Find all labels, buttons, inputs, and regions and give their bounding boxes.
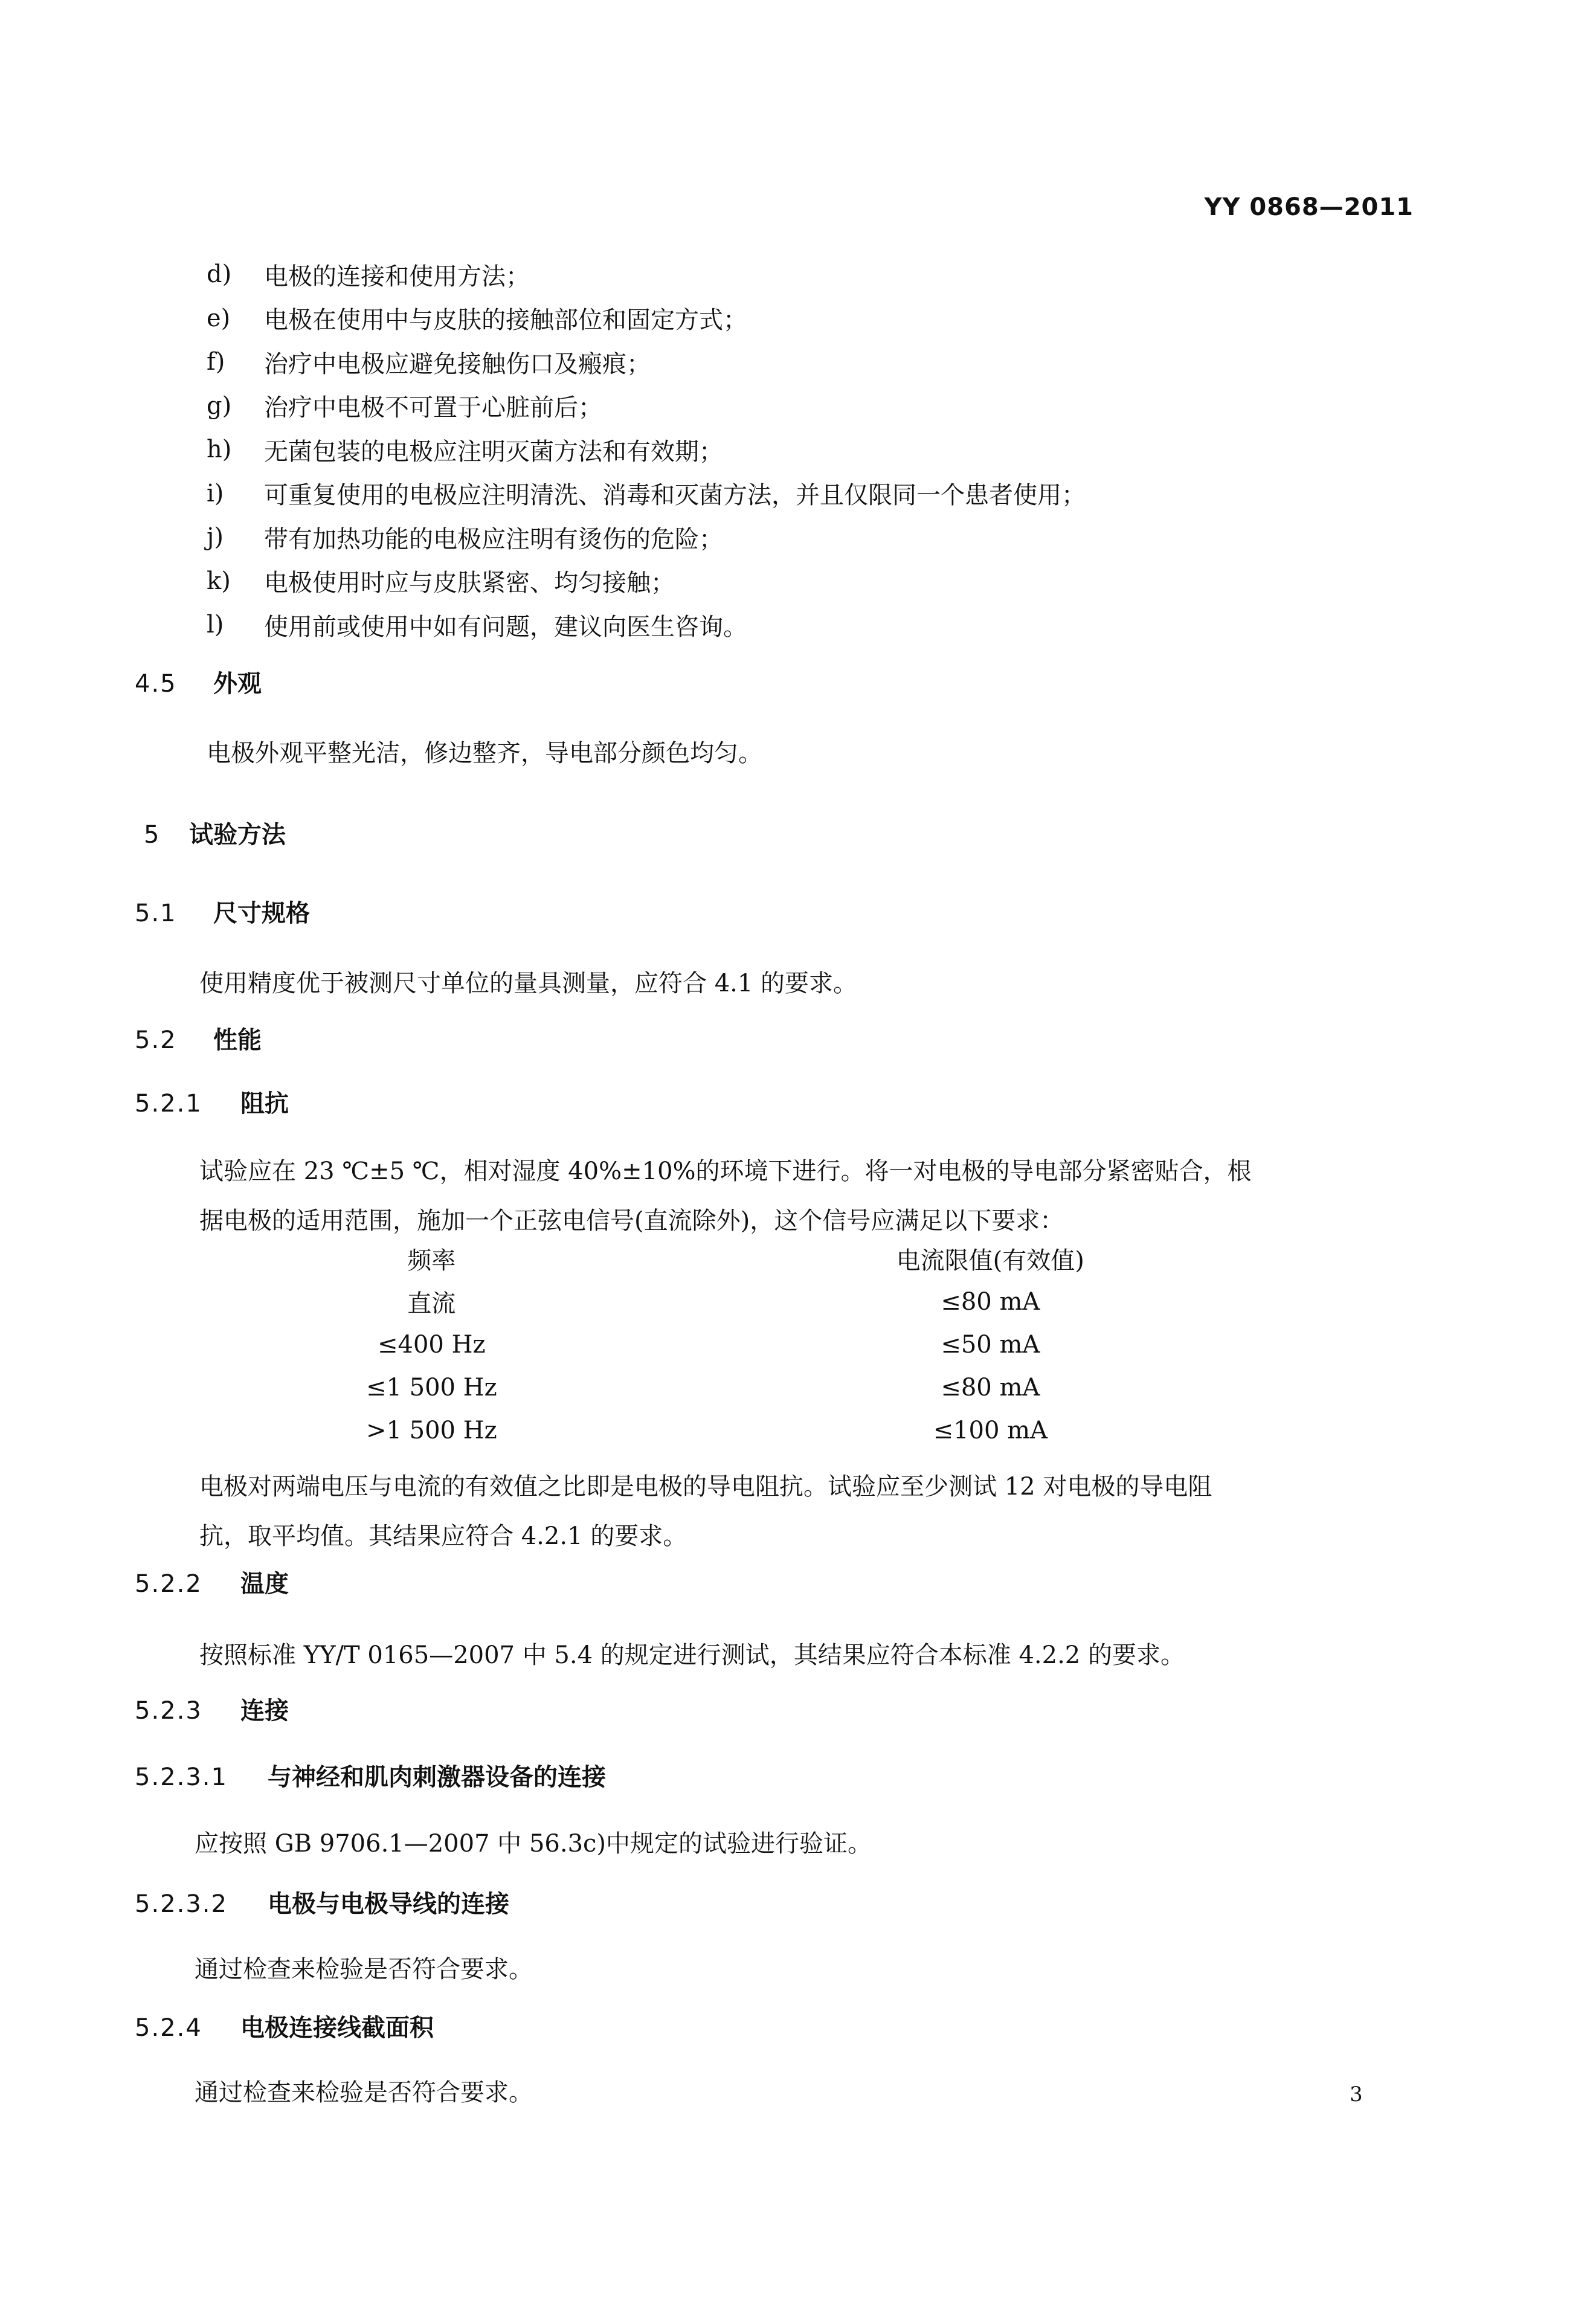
list-text: 治疗中电极不可置于心脏前后； [264,394,602,422]
table-row [314,1366,1251,1409]
list-item [207,472,1086,516]
section-title: 连接 [240,1697,289,1725]
section-title: 外观 [213,670,262,698]
paragraph-appearance: 电极外观平整光洁，修边整齐，导电部分颜色均匀。 [207,739,762,767]
table-cell: ≤50 mA [941,1330,1040,1359]
table-row [314,1280,1251,1323]
section-number: 5.2.3.2 [135,1890,228,1918]
paragraph-impedance-result [199,1462,1409,1561]
section-number: 5.2 [135,1026,177,1054]
table-cell: ≤1 500 Hz [365,1373,497,1402]
table-row [314,1323,1251,1366]
list-item [207,253,1086,297]
paragraph-temperature: 按照标准 YY/T 0165—2007 中 5.4 的规定进行测试，其结果应符合本标准 4.2.2 的要求。 [199,1641,1185,1669]
list-item [207,384,1086,428]
section-heading-5-2-3-2 [135,1885,509,1919]
table-header-row [314,1237,1251,1280]
list-text: 电极的连接和使用方法； [264,262,530,291]
section-title: 阻抗 [240,1090,289,1118]
section-number: 5.2.3 [135,1697,202,1725]
table-cell: >1 500 Hz [365,1416,497,1444]
section-number: 5.2.4 [135,2014,202,2042]
section-number: 5.1 [135,900,177,927]
section-title: 温度 [240,1570,289,1598]
section-heading-5-2-3 [135,1691,289,1726]
list-marker: f) [207,348,225,376]
section-number: 4.5 [135,670,177,698]
section-heading-5-2-4 [135,2009,434,2043]
list-marker: h) [207,436,232,464]
table-cell: 直流 [407,1290,456,1318]
list-text: 使用前或使用中如有问题，建议向医生咨询。 [264,613,747,641]
list-text: 可重复使用的电极应注明清洗、消毒和灭菌方法，并且仅限同一个患者使用； [264,481,1086,510]
list-item [207,559,1086,604]
list-marker: g) [207,391,232,420]
section-title: 尺寸规格 [213,900,310,927]
paragraph-line: 抗，取平均值。其结果应符合 4.2.1 的要求。 [199,1522,687,1550]
section-heading-5-2-1 [135,1084,289,1119]
table-cell: ≤400 Hz [378,1330,486,1359]
document-code: YY 0868—2011 [1204,193,1414,221]
list-marker: k) [207,567,231,595]
table-header-frequency: 频率 [407,1247,456,1275]
list-text: 带有加热功能的电极应注明有烫伤的危险； [264,525,723,553]
list-item [207,603,1086,647]
section-title: 与神经和肌肉刺激器设备的连接 [268,1763,606,1791]
list-item [207,340,1086,384]
list-text: 治疗中电极应避免接触伤口及瘢痕； [264,350,651,378]
list-item [207,515,1086,559]
section-heading-5-2-2 [135,1565,289,1599]
list-marker: i) [207,479,224,507]
table-header-current-limit: 电流限值(有效值) [896,1247,1084,1275]
page-number: 3 [1350,2082,1363,2107]
labeling-list [207,253,1086,647]
list-text: 电极在使用中与皮肤的接触部位和固定方式； [264,306,747,335]
section-title: 电极与电极导线的连接 [268,1890,509,1918]
section-heading-5-2-3-1 [135,1758,606,1792]
paragraph-wire-cross-section: 通过检查来检验是否符合要求。 [195,2079,533,2107]
paragraph-size-spec: 使用精度优于被测尺寸单位的量具测量，应符合 4.1 的要求。 [199,970,858,997]
section-heading-4-5 [135,665,262,699]
paragraph-impedance-conditions [199,1147,1409,1246]
section-heading-5-1 [135,894,310,929]
paragraph-lead-connection: 通过检查来检验是否符合要求。 [195,1955,533,1983]
table-cell: ≤100 mA [933,1416,1048,1444]
list-text: 无菌包装的电极应注明灭菌方法和有效期； [264,437,723,466]
section-heading-5-2 [135,1021,262,1055]
paragraph-stimulator-connection: 应按照 GB 9706.1—2007 中 56.3c)中规定的试验进行验证。 [195,1830,872,1858]
section-title: 电极连接线截面积 [240,2014,434,2042]
section-title: 性能 [213,1026,262,1054]
list-item [207,297,1086,341]
section-number: 5.2.2 [135,1570,202,1598]
section-number: 5 [144,821,161,849]
list-text: 电极使用时应与皮肤紧密、均匀接触； [264,569,675,597]
section-heading-5 [144,816,286,850]
table-cell: ≤80 mA [941,1373,1040,1402]
paragraph-line: 试验应在 23 ℃±5 ℃，相对湿度 40%±10%的环境下进行。将一对电极的导电部分紧密贴合，根 [199,1157,1252,1185]
list-marker: j) [207,523,224,552]
section-title: 试验方法 [189,821,286,849]
list-marker: e) [207,304,231,332]
list-item [207,428,1086,472]
list-marker: d) [207,260,232,289]
signal-requirements-table [314,1237,1251,1452]
table-cell: ≤80 mA [941,1287,1040,1316]
section-number: 5.2.3.1 [135,1763,228,1791]
table-row [314,1409,1251,1452]
paragraph-line: 据电极的适用范围，施加一个正弦电信号(直流除外)，这个信号应满足以下要求： [199,1207,1064,1235]
section-number: 5.2.1 [135,1090,202,1118]
paragraph-line: 电极对两端电压与电流的有效值之比即是电极的导电阻抗。试验应至少测试 12 对电极的导电阻 [199,1473,1212,1501]
list-marker: l) [207,611,224,639]
